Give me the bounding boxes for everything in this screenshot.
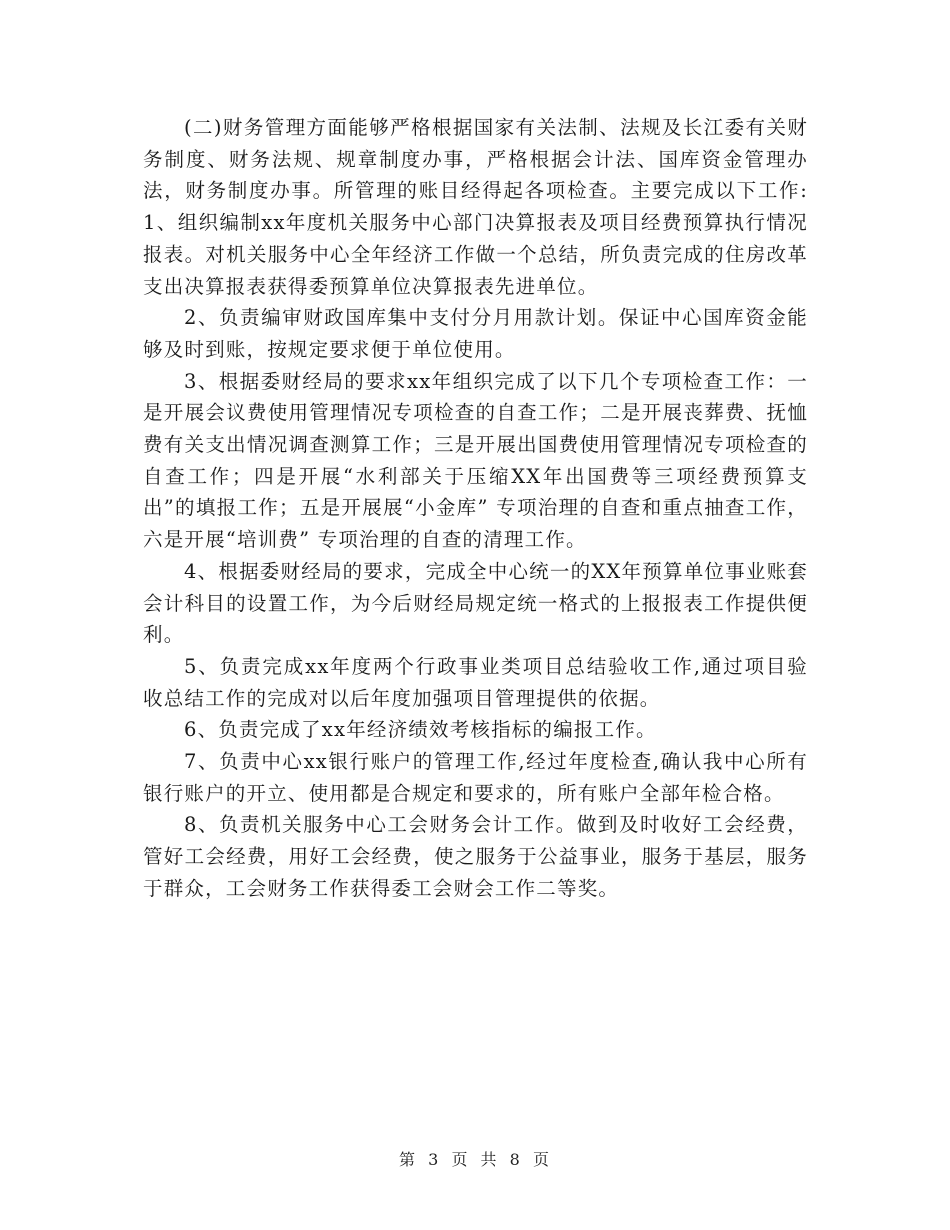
paragraph-item-7: 7、负责中心xx银行账户的管理工作,经过年度检查,确认我中心所有银行账户的开立、使用都是合规定和要求的，所有账户全部年检合格。 <box>143 750 808 805</box>
footer-suffix: 页 <box>532 1150 551 1169</box>
paragraph-item-3: 3、根据委财经局的要求xx年组织完成了以下几个专项检查工作：一是开展会议费使用管理情况专项检查的自查工作；二是开展丧葬费、抚恤费有关支出情况调查测算工作；三是开展出国费使用管理情况专项检查的自查工作；四是开展“水利部关于压缩XX年出国费等三项经费预算支出”的填报工作；五是开展展“小金库” 专项治理的自查和重点抽查工作，六是开展“培训费” 专项治理的自查的清理工作。 <box>143 369 808 552</box>
paragraph-item-6: 6、负责完成了xx年经济绩效考核指标的编报工作。 <box>184 718 657 742</box>
paragraph-item-2: 2、负责编审财政国库集中支付分月用款计划。保证中心国库资金能够及时到账，按规定要求便于单位使用。 <box>143 306 808 361</box>
footer-current-page: 3 <box>428 1150 441 1169</box>
paragraph-item-8: 8、负责机关服务中心工会财务会计工作。做到及时收好工会经费，管好工会经费，用好工会经费，使之服务于公益事业，服务于基层，服务于群众，工会财务工作获得委工会财会工作二等奖。 <box>143 813 808 900</box>
paragraph-item-4: 4、根据委财经局的要求，完成全中心统一的XX年预算单位事业账套会计科目的设置工作，为今后财经局规定统一格式的上报报表工作提供便利。 <box>143 559 808 647</box>
paragraph-item-5: 5、负责完成xx年度两个行政事业类项目总结验收工作,通过项目验收总结工作的完成对以后年度加强项目管理提供的依据。 <box>143 654 808 710</box>
paragraph-finance-management: (二)财务管理方面能够严格根据国家有关法制、法规及长江委有关财务制度、财务法规、规章制度办事，严格根据会计法、国库资金管理办法，财务制度办事。所管理的账目经得起各项检查。主要完成以下工作:1、组织编制xx年度机关服务中心部门决算报表及项目经费预算执行情况报表。对机关服务中心全年经济工作做一个总结，所负责完成的住房改革支出决算报表获得委预算单位决算报表先进单位。 <box>143 116 808 298</box>
document-body <box>143 112 808 905</box>
footer-total-pages: 8 <box>509 1150 522 1169</box>
footer-page-word: 页 <box>451 1150 470 1169</box>
footer-prefix: 第 <box>399 1150 418 1169</box>
page-footer <box>0 1147 950 1170</box>
footer-total-word: 共 <box>480 1150 499 1169</box>
